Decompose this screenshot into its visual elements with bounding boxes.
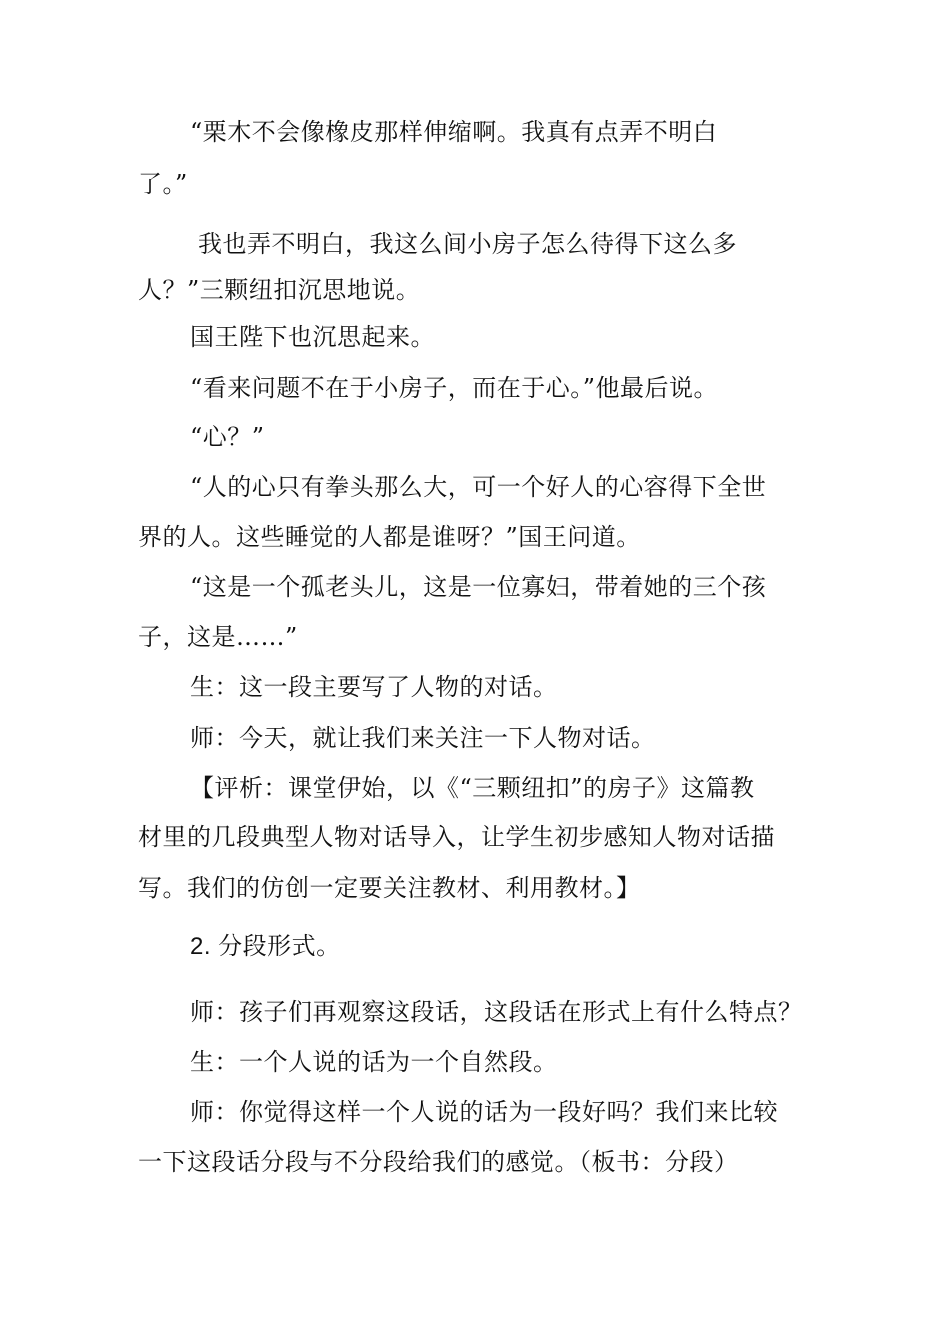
text-line: 子，这是……” xyxy=(138,623,298,651)
text-line: 生：这一段主要写了人物的对话。 xyxy=(190,673,558,701)
text-line: 生：一个人说的话为一个自然段。 xyxy=(190,1048,558,1076)
text-line: 师：孩子们再观察这段话，这段话在形式上有什么特点？ xyxy=(190,998,803,1026)
text-line: “这是一个孤老头儿，这是一位寡妇，带着她的三个孩 xyxy=(190,573,767,601)
section-heading: 2. 分段形式。 xyxy=(190,933,341,960)
text-line: 师：今天，就让我们来关注一下人物对话。 xyxy=(190,724,656,752)
text-line: 材里的几段典型人物对话导入，让学生初步感知人物对话描 xyxy=(138,823,775,851)
text-line: 界的人。这些睡觉的人都是谁呀？”国王问道。 xyxy=(138,523,641,551)
text-line: 写。我们的仿创一定要关注教材、利用教材。】 xyxy=(138,874,641,902)
text-line: 了。” xyxy=(138,170,188,198)
text-line: “心？” xyxy=(190,423,265,451)
text-line: “看来问题不在于小房子，而在于心。”他最后说。 xyxy=(190,374,719,402)
text-line: “栗木不会像橡皮那样伸缩啊。我真有点弄不明白 xyxy=(190,118,718,146)
text-line: 一下这段话分段与不分段给我们的感觉。（板书：分段） xyxy=(138,1148,739,1176)
text-line: 【评析：课堂伊始，以《“三颗纽扣”的房子》这篇教 xyxy=(190,774,755,802)
text-line: 我也弄不明白，我这么间小房子怎么待得下这么多 xyxy=(198,230,737,258)
text-line: 人？”三颗纽扣沉思地说。 xyxy=(138,276,421,304)
text-line: “人的心只有拳头那么大，可一个好人的心容得下全世 xyxy=(190,473,767,501)
text-line: 国王陛下也沉思起来。 xyxy=(190,323,435,351)
text-line: 师：你觉得这样一个人说的话为一段好吗？我们来比较 xyxy=(190,1098,778,1126)
